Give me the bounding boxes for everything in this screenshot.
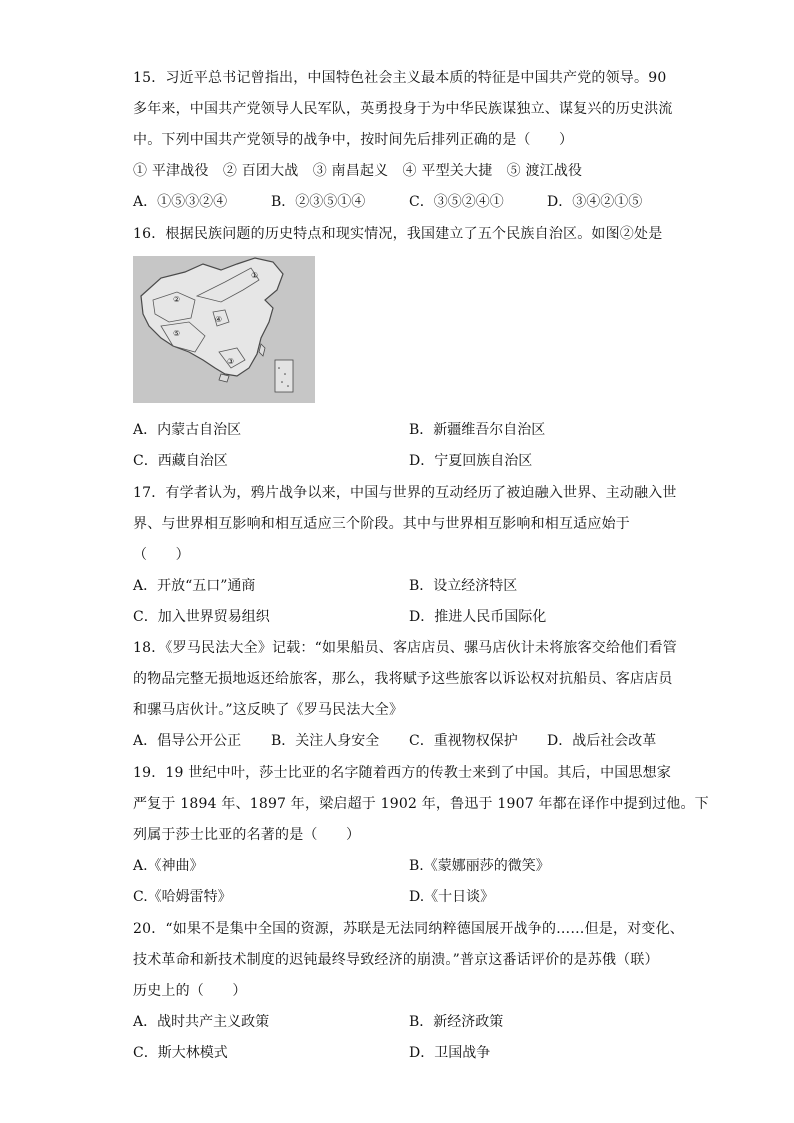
q16-option-c: C．西藏自治区 — [133, 453, 228, 469]
q15-option-c: C．③⑤②④① — [409, 194, 504, 210]
q18-option-d: D．战后社会改革 — [547, 733, 657, 749]
q19-option-d: D.《十日谈》 — [409, 889, 495, 905]
q17-stem-line-2: 界、与世界相互影响和相互适应三个阶段。其中与世界相互影响和相互适应始于 — [133, 516, 630, 532]
map-marker-2: ② — [173, 295, 181, 304]
q19-option-b: B.《蒙娜丽莎的微笑》 — [409, 858, 550, 874]
q18-option-b: B．关注人身安全 — [271, 733, 380, 749]
q19-option-a: A.《神曲》 — [133, 858, 204, 874]
q17-option-d: D．推进人民币国际化 — [409, 609, 547, 625]
map-marker-1: ① — [251, 271, 259, 280]
q16-stem-line-1: 16．根据民族问题的历史特点和现实情况，我国建立了五个民族自治区。如图②处是 — [133, 226, 663, 242]
q18-stem-line-3: 和骡马店伙计。”这反映了《罗马民法大全》 — [133, 702, 404, 718]
q20-option-b: B．新经济政策 — [409, 1014, 504, 1030]
china-map-image — [133, 256, 315, 403]
q15-stem-line-2: 多年来，中国共产党领导人民军队，英勇投身于为中华民族谋独立、谋复兴的历史洪流 — [133, 101, 673, 117]
q20-stem-line-1: 20．“如果不是集中全国的资源，苏联是无法同纳粹德国展开战争的……但是，对变化、 — [133, 921, 684, 937]
q20-option-a: A．战时共产主义政策 — [133, 1014, 270, 1030]
china-map-figure — [133, 256, 315, 403]
q19-stem-line-2: 严复于 1894 年、1897 年，梁启超于 1902 年，鲁迅于 1907 年都在译作中提到过他。下 — [133, 796, 709, 812]
map-marker-5: ⑤ — [173, 329, 181, 338]
map-marker-3: ③ — [227, 357, 235, 366]
q20-option-c: C．斯大林模式 — [133, 1045, 228, 1061]
q17-option-b: B．设立经济特区 — [409, 578, 518, 594]
q15-option-b: B．②③⑤①④ — [271, 194, 366, 210]
q17-option-a: A．开放“五口”通商 — [133, 578, 256, 594]
q19-option-c: C.《哈姆雷特》 — [133, 889, 232, 905]
q18-option-a: A．倡导公开公正 — [133, 733, 242, 749]
q19-stem-line-3: 列属于莎士比亚的名著的是（ ） — [133, 827, 361, 843]
q16-option-d: D．宁夏回族自治区 — [409, 453, 533, 469]
q15-option-a: A．①⑤③②④ — [133, 194, 228, 210]
q16-option-a: A．内蒙古自治区 — [133, 422, 242, 438]
q18-stem-line-2: 的物品完整无损地返还给旅客，那么，我将赋予这些旅客以诉讼权对抗船员、客店店员 — [133, 671, 673, 687]
map-marker-4: ④ — [215, 315, 223, 324]
map-south-sea-inset — [275, 360, 293, 392]
q15-option-d: D．③④②①⑤ — [547, 194, 643, 210]
q18-stem-line-1: 18．《罗马民法大全》记载：“如果船员、客店店员、骡马店伙计未将旅客交给他们看管 — [133, 640, 677, 656]
q20-option-d: D．卫国战争 — [409, 1045, 491, 1061]
q20-stem-line-2: 技术革命和新技术制度的迟钝最终导致经济的崩溃。”普京这番话评价的是苏俄（联） — [133, 952, 659, 968]
q18-option-c: C．重视物权保护 — [409, 733, 518, 749]
q16-option-b: B．新疆维吾尔自治区 — [409, 422, 546, 438]
q17-stem-line-1: 17．有学者认为，鸦片战争以来，中国与世界的互动经历了被迫融入世界、主动融入世 — [133, 485, 677, 501]
q20-stem-line-3: 历史上的（ ） — [133, 983, 247, 999]
q15-stem-line-1: 15．习近平总书记曾指出，中国特色社会主义最本质的特征是中国共产党的领导。90 — [133, 70, 667, 86]
q15-stem-line-3: 中。下列中国共产党领导的战争中，按时间先后排列正确的是（ ） — [133, 132, 574, 148]
q17-stem-line-3: （ ） — [133, 547, 190, 563]
q17-option-c: C．加入世界贸易组织 — [133, 609, 270, 625]
q15-items: ① 平津战役 ② 百团大战 ③ 南昌起义 ④ 平型关大捷 ⑤ 渡江战役 — [133, 163, 583, 179]
q19-stem-line-1: 19．19 世纪中叶，莎士比亚的名字随着西方的传教士来到了中国。其后，中国思想家 — [133, 765, 672, 781]
